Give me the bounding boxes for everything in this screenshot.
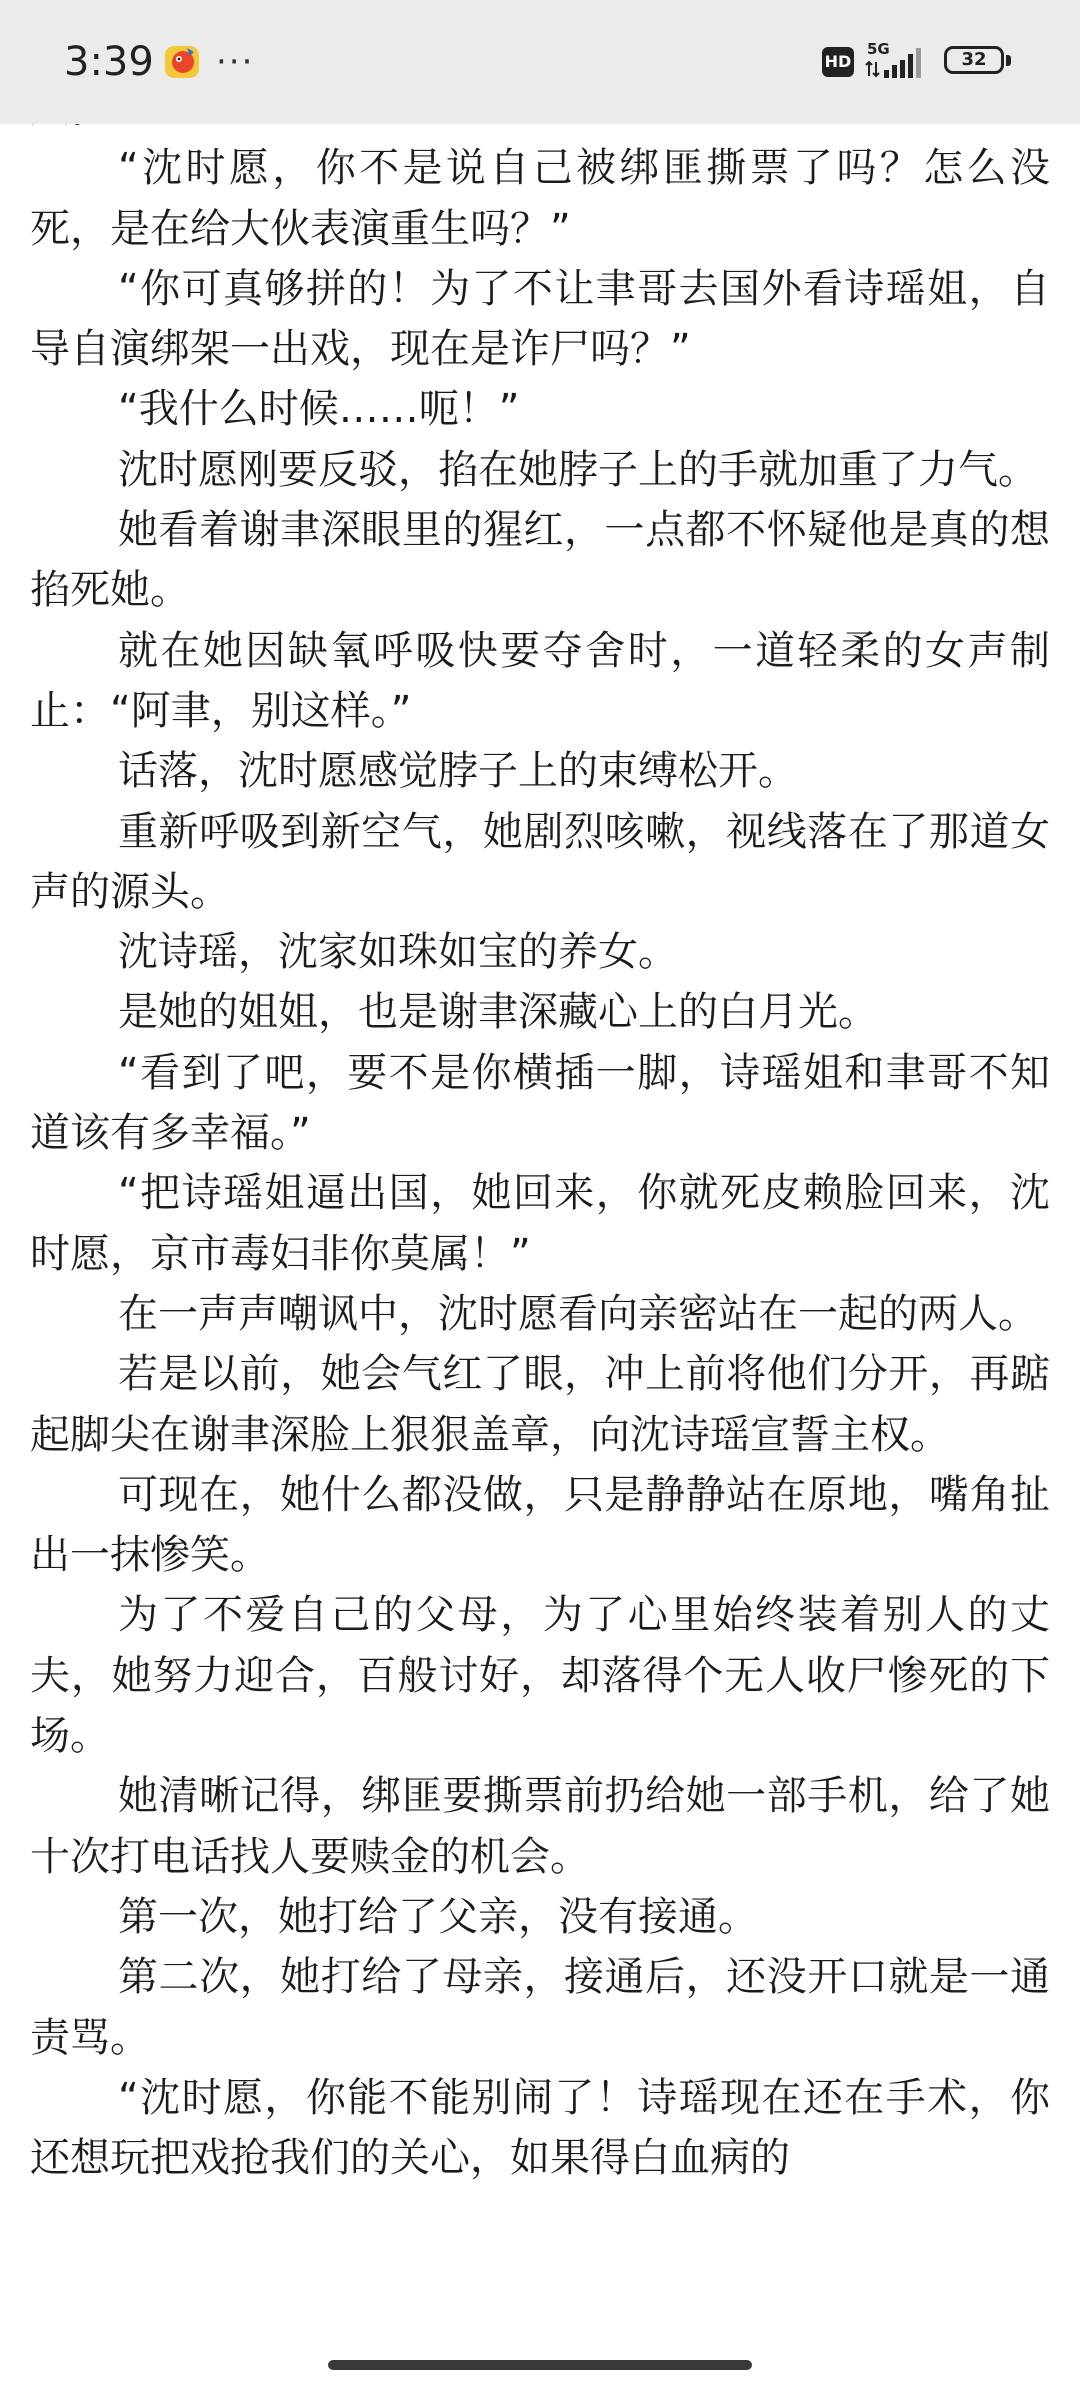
- app-notification-icon: [163, 42, 203, 82]
- paragraph: 沈诗瑶，沈家如珠如宝的养女。: [118, 929, 678, 976]
- paragraph: “看到了吧，要不是你横插一脚，诗瑶姐和聿哥不知道该有多幸福。”: [30, 1049, 1050, 1157]
- battery-level: 32: [944, 46, 1004, 74]
- paragraph: 第一次，她打给了父亲，没有接通。: [118, 1893, 758, 1940]
- clock: 3:39: [64, 39, 154, 85]
- paragraph: 就在她因缺氧呼吸快要夺舍时，一道轻柔的女声制止：“阿聿，别这样。”: [30, 627, 1050, 734]
- chapter-text: [30, 78, 1050, 2188]
- paragraph: 话落，沈时愿感觉脖子上的束缚松开。: [118, 748, 798, 795]
- paragraph: 可现在，她什么都没做，只是静静站在原地，嘴角扯出一抹惨笑。: [30, 1471, 1050, 1579]
- paragraph: 她清晰记得，绑匪要撕票前扔给她一部手机，给了她十次打电话找人要赎金的机会。: [30, 1773, 1050, 1880]
- paragraph: 若是以前，她会气红了眼，冲上前将他们分开，再踮起脚尖在谢聿深脸上狠狠盖章，向沈诗瑶宣誓主权。: [30, 1351, 1050, 1458]
- paragraph: 在一声声嘲讽中，沈时愿看向亲密站在一起的两人。: [118, 1290, 1038, 1337]
- status-bar: [0, 0, 1080, 124]
- hd-icon: HD: [822, 47, 854, 77]
- paragraph: “沈时愿，你能不能别闹了！诗瑶现在还在手术，你还想玩把戏抢我们的关心，如果得白血病的: [30, 2074, 1050, 2182]
- battery-tip: [1006, 55, 1011, 66]
- paragraph: 她看着谢聿深眼里的猩红，一点都不怀疑他是真的想掐死她。: [30, 507, 1050, 614]
- paragraph: 是她的姐姐，也是谢聿深藏心上的白月光。: [118, 989, 878, 1036]
- home-indicator[interactable]: [328, 2360, 752, 2370]
- network-type: 5G: [867, 40, 890, 58]
- paragraph: 重新呼吸到新空气，她剧烈咳嗽，视线落在了那道女声的源头。: [30, 808, 1050, 915]
- paragraph: “沈时愿，你不是说自己被绑匪撕票了吗？怎么没死，是在给大伙表演重生吗？”: [30, 145, 1050, 252]
- paragraph: “我什么时候……呃！”: [118, 386, 520, 433]
- paragraph: 为了不爱自己的父母，为了心里始终装着别人的丈夫，她努力迎合，百般讨好，却落得个无人收尸惨死的下场。: [30, 1592, 1050, 1760]
- battery-icon: [944, 46, 1014, 78]
- paragraph: “你可真够拼的！为了不让聿哥去国外看诗瑶姐，自导自演绑架一出戏，现在是诈尸吗？”: [30, 265, 1050, 373]
- signal-strength-icon: [863, 48, 933, 80]
- paragraph: 第二次，她打给了母亲，接通后，还没开口就是一通责骂。: [30, 1954, 1050, 2061]
- paragraph: 沈时愿刚要反驳，掐在她脖子上的手就加重了力气。: [118, 446, 1038, 493]
- paragraph: “把诗瑶姐逼出国，她回来，你就死皮赖脸回来，沈时愿，京市毒妇非你莫属！”: [30, 1170, 1050, 1277]
- more-notifications-icon: ···: [216, 42, 255, 82]
